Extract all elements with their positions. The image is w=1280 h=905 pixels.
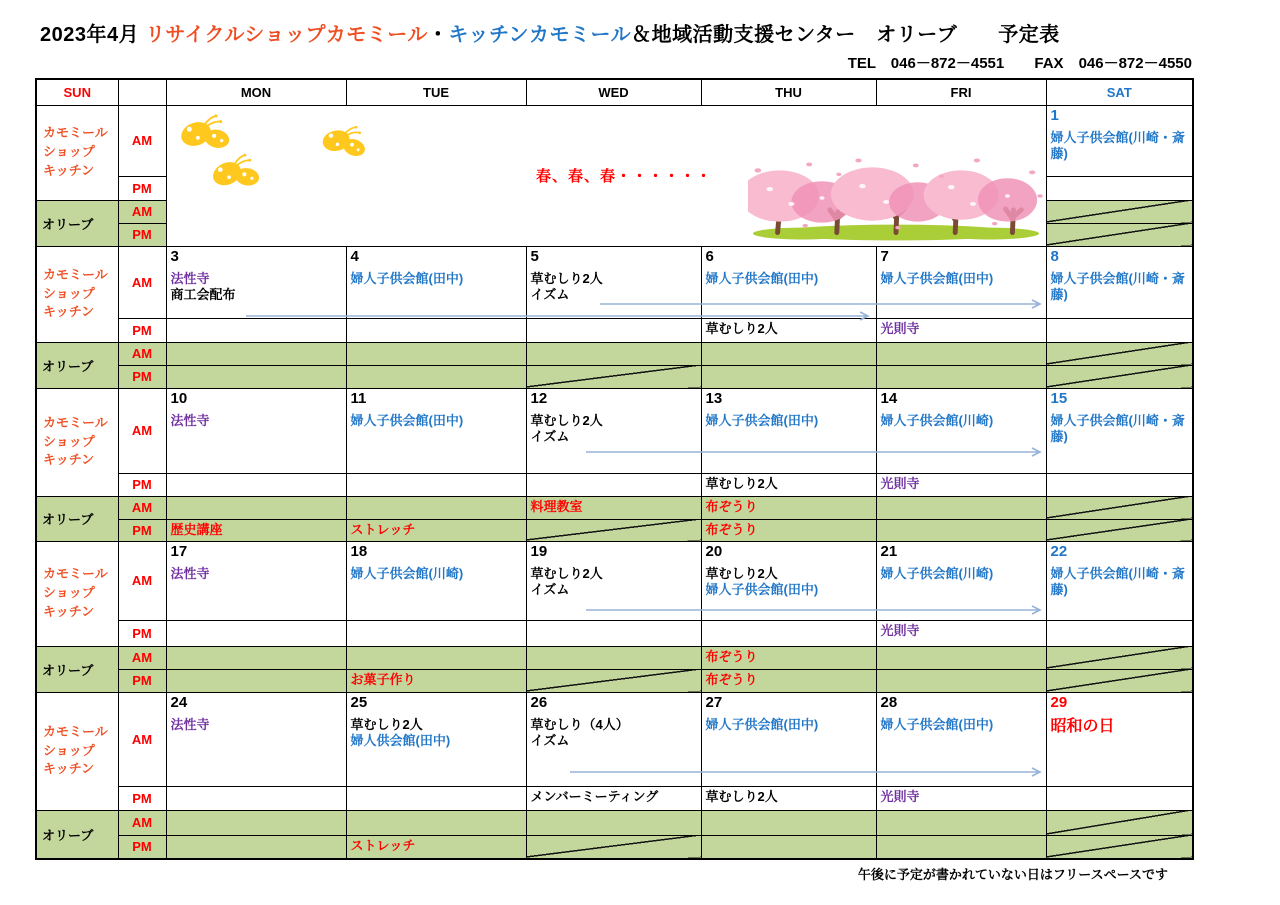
pm-cell — [346, 786, 526, 810]
page-title — [40, 18, 1060, 47]
day-cell — [526, 388, 701, 473]
day-number: 14 — [880, 389, 898, 407]
pm-cell — [526, 473, 701, 496]
olive-pm-cell — [346, 835, 526, 859]
event-label: 婦人子供会館(川崎・斎藤) — [1050, 129, 1185, 161]
event-label: 料理教室 — [530, 498, 583, 514]
pm-label: PM — [118, 620, 166, 646]
day-cell — [166, 692, 346, 786]
event-label: メンバーミーティング — [530, 788, 659, 804]
day-number: 18 — [350, 542, 368, 560]
event-label: 法性寺 — [170, 716, 210, 732]
olive-pm-cell-crossed — [1046, 365, 1193, 388]
olive-am-cell — [526, 496, 701, 519]
spring-greeting-text: 春、春、春・・・・・・ — [536, 168, 713, 185]
event-label: 婦人子供会館(田中) — [880, 716, 994, 732]
calendar — [35, 78, 1194, 860]
event-label: イズム — [530, 733, 570, 748]
am-label: AM — [118, 646, 166, 669]
event-label: 光則寺 — [880, 475, 920, 491]
olive-pm-cell — [346, 669, 526, 692]
pm-cell — [701, 620, 876, 646]
olive-pm-cell-crossed — [526, 519, 701, 541]
olive-pm-cell-crossed — [1046, 519, 1193, 541]
event-label: ストレッチ — [350, 837, 416, 853]
pm-cell — [166, 473, 346, 496]
olive-am-cell — [166, 496, 346, 519]
day-cell — [346, 246, 526, 318]
olive-am-cell — [876, 496, 1046, 519]
row-label-olive: オリーブ — [36, 342, 118, 388]
event-label: 商工会配布 — [170, 287, 236, 302]
pm-cell — [526, 620, 701, 646]
pm-cell — [526, 318, 701, 342]
am-label: AM — [118, 388, 166, 473]
olive-pm-cell — [346, 365, 526, 388]
olive-am-cell — [876, 646, 1046, 669]
day-cell — [1046, 388, 1193, 473]
event-label: 婦人子供会館(川崎) — [880, 412, 994, 428]
title-shop-name: リサイクルショップカモミール — [145, 24, 428, 46]
event-label: 歴史講座 — [170, 521, 223, 537]
row-label-olive: オリーブ — [36, 200, 118, 246]
pm-cell — [346, 318, 526, 342]
day-number: 8 — [1050, 247, 1059, 265]
event-label: 婦人子供会館(田中) — [705, 412, 819, 428]
event-label: 草むしり2人 — [530, 412, 603, 428]
olive-am-cell — [526, 810, 701, 835]
event-label: 光則寺 — [880, 622, 920, 638]
event-label: 婦人子供会館(川崎・斎藤) — [1050, 412, 1185, 444]
olive-am-cell — [346, 646, 526, 669]
olive-pm-cell — [876, 519, 1046, 541]
pm-cell — [876, 473, 1046, 496]
row-label-olive: オリーブ — [36, 646, 118, 692]
day-cell — [346, 692, 526, 786]
event-label: 草むしり2人 — [705, 320, 778, 336]
title-kitchen-name: キッチンカモミール — [448, 24, 632, 46]
day-cell — [876, 692, 1046, 786]
row-label-line: ショップ — [43, 285, 95, 301]
day-cell — [701, 388, 876, 473]
event-label: 婦人子供会館(田中) — [705, 582, 819, 597]
fax-number: FAX 046－872－4550 — [1034, 55, 1192, 72]
am-label: AM — [118, 810, 166, 835]
am-label: AM — [118, 496, 166, 519]
olive-pm-cell-crossed — [526, 669, 701, 692]
event-label: 草むしり2人 — [705, 788, 778, 804]
day-number: 25 — [350, 693, 368, 711]
pm-cell — [1046, 176, 1193, 200]
pm-cell — [346, 473, 526, 496]
day-cell — [346, 541, 526, 620]
olive-am-cell — [701, 810, 876, 835]
weekday-header-fri: FRI — [876, 79, 1046, 105]
pm-cell — [701, 318, 876, 342]
event-label: 布ぞうり — [705, 671, 758, 687]
pm-label: PM — [118, 473, 166, 496]
olive-pm-cell-crossed — [526, 365, 701, 388]
day-cell — [166, 388, 346, 473]
row-label-olive: オリーブ — [36, 810, 118, 859]
day-cell — [701, 692, 876, 786]
pm-label: PM — [118, 223, 166, 246]
pm-cell — [1046, 318, 1193, 342]
tel-number: TEL 046－872－4551 — [847, 55, 1005, 72]
row-label-kamomile — [36, 105, 118, 200]
olive-pm-cell — [876, 365, 1046, 388]
pm-cell — [876, 318, 1046, 342]
olive-pm-cell — [346, 519, 526, 541]
am-label: AM — [118, 692, 166, 786]
am-label: AM — [118, 342, 166, 365]
day-number: 19 — [530, 542, 548, 560]
contact-line — [0, 52, 1192, 73]
am-label: AM — [118, 105, 166, 176]
pm-label: PM — [118, 318, 166, 342]
row-label-line: キッチン — [43, 603, 95, 619]
event-label: 光則寺 — [880, 788, 920, 804]
pm-cell — [166, 786, 346, 810]
event-label: 法性寺 — [170, 270, 210, 286]
olive-pm-cell — [701, 365, 876, 388]
row-label-line: ショップ — [43, 585, 95, 601]
olive-am-cell-crossed — [1046, 810, 1193, 835]
pm-label: PM — [118, 365, 166, 388]
event-label: イズム — [530, 287, 570, 302]
event-label: 布ぞうり — [705, 648, 758, 664]
olive-pm-cell — [701, 835, 876, 859]
pm-cell — [701, 473, 876, 496]
pm-label: PM — [118, 176, 166, 200]
olive-am-cell — [346, 342, 526, 365]
row-label-line: カモミール — [43, 566, 108, 582]
day-number: 4 — [350, 247, 359, 265]
row-label-olive: オリーブ — [36, 496, 118, 541]
olive-am-cell — [876, 810, 1046, 835]
row-label-line: カモミール — [43, 723, 108, 739]
day-number: 29 — [1050, 693, 1068, 711]
row-label-kamomile — [36, 246, 118, 342]
day-cell — [876, 246, 1046, 318]
event-label: 婦人子供会館(川崎) — [350, 565, 464, 581]
day-cell — [166, 246, 346, 318]
row-label-kamomile — [36, 692, 118, 810]
olive-am-cell-crossed — [1046, 200, 1193, 223]
event-label: 婦人子供会館(川崎・斎藤) — [1050, 565, 1185, 597]
day-number: 7 — [880, 247, 889, 265]
row-label-line: カモミール — [43, 125, 108, 141]
row-label-line: カモミール — [43, 414, 108, 430]
pm-cell — [166, 620, 346, 646]
olive-am-cell — [526, 646, 701, 669]
olive-pm-cell — [876, 669, 1046, 692]
weekday-header-mon: MON — [166, 79, 346, 105]
event-label: 昭和の日 — [1050, 717, 1115, 735]
row-label-kamomile — [36, 388, 118, 496]
day-number: 21 — [880, 542, 898, 560]
olive-am-cell-crossed — [1046, 342, 1193, 365]
event-label: イズム — [530, 582, 570, 597]
row-label-line: キッチン — [43, 162, 95, 178]
day-number: 15 — [1050, 389, 1068, 407]
weekday-header-wed: WED — [526, 79, 701, 105]
am-label: AM — [118, 246, 166, 318]
olive-am-cell — [526, 342, 701, 365]
pm-cell — [526, 786, 701, 810]
event-label: 光則寺 — [880, 320, 920, 336]
event-label: 草むしり2人 — [350, 716, 423, 732]
day-number: 27 — [705, 693, 723, 711]
event-label: お菓子作り — [350, 671, 416, 687]
day-number: 3 — [170, 247, 179, 265]
event-label: 草むしり2人 — [705, 475, 778, 491]
event-label: ストレッチ — [350, 521, 416, 537]
pm-label: PM — [118, 519, 166, 541]
olive-am-cell — [166, 342, 346, 365]
event-label: 法性寺 — [170, 412, 210, 428]
olive-pm-cell — [166, 519, 346, 541]
day-number: 5 — [530, 247, 539, 265]
weekday-header-sun: SUN — [36, 79, 118, 105]
am-label: AM — [118, 541, 166, 620]
day-cell — [701, 541, 876, 620]
day-cell — [1046, 541, 1193, 620]
day-number: 12 — [530, 389, 548, 407]
day-cell — [1046, 692, 1193, 786]
row-label-line: ショップ — [43, 742, 95, 758]
olive-am-cell — [166, 810, 346, 835]
event-label: 婦人供会館(田中) — [350, 733, 451, 748]
pm-cell — [1046, 620, 1193, 646]
pm-cell — [346, 620, 526, 646]
olive-am-cell — [166, 646, 346, 669]
event-label: イズム — [530, 429, 570, 444]
row-label-line: ショップ — [43, 433, 95, 449]
event-label: 婦人子供会館(田中) — [350, 412, 464, 428]
day-cell — [876, 541, 1046, 620]
row-label-line: カモミール — [43, 266, 108, 282]
pm-cell — [1046, 473, 1193, 496]
olive-am-cell — [701, 496, 876, 519]
day-number: 6 — [705, 247, 714, 265]
pm-label: PM — [118, 669, 166, 692]
day-cell — [166, 541, 346, 620]
olive-pm-cell-crossed — [1046, 835, 1193, 859]
footnote: 午後に予定が書かれていない日はフリースペースです — [857, 867, 1168, 882]
olive-pm-cell — [166, 835, 346, 859]
day-cell — [1046, 246, 1193, 318]
day-number: 20 — [705, 542, 723, 560]
pm-cell — [701, 786, 876, 810]
olive-pm-cell-crossed — [526, 835, 701, 859]
event-label: 法性寺 — [170, 565, 210, 581]
pm-cell — [1046, 786, 1193, 810]
day-cell — [876, 388, 1046, 473]
olive-am-cell — [876, 342, 1046, 365]
pm-label: PM — [118, 786, 166, 810]
olive-pm-cell-crossed — [1046, 223, 1193, 246]
event-label: 草むしり2人 — [705, 565, 778, 581]
day-number: 17 — [170, 542, 188, 560]
day-number: 11 — [350, 389, 367, 407]
day-cell — [346, 388, 526, 473]
olive-pm-cell-crossed — [1046, 669, 1193, 692]
olive-pm-cell — [876, 835, 1046, 859]
olive-am-cell-crossed — [1046, 646, 1193, 669]
title-month: 2023年4月 — [40, 24, 140, 46]
pm-cell — [876, 786, 1046, 810]
olive-pm-cell — [166, 365, 346, 388]
olive-pm-cell — [701, 519, 876, 541]
calendar-table — [35, 78, 1194, 860]
olive-am-cell — [701, 646, 876, 669]
olive-am-cell-crossed — [1046, 496, 1193, 519]
event-label: 草むしり2人 — [530, 270, 603, 286]
day-number: 28 — [880, 693, 898, 711]
weekday-header-blank — [118, 79, 166, 105]
day-cell — [526, 692, 701, 786]
day-cell — [526, 246, 701, 318]
event-label: 布ぞうり — [705, 521, 758, 537]
olive-am-cell — [346, 496, 526, 519]
day-number: 26 — [530, 693, 548, 711]
event-label: 布ぞうり — [705, 498, 758, 514]
day-cell — [1046, 105, 1193, 176]
title-separator: ・ — [427, 24, 449, 46]
olive-am-cell — [346, 810, 526, 835]
pm-cell — [166, 318, 346, 342]
weekday-header-tue: TUE — [346, 79, 526, 105]
day-number: 13 — [705, 389, 723, 407]
day-number: 1 — [1050, 106, 1059, 124]
weekday-header-sat: SAT — [1046, 79, 1193, 105]
event-label: 婦人子供会館(田中) — [705, 716, 819, 732]
olive-pm-cell — [166, 669, 346, 692]
row-label-kamomile — [36, 541, 118, 646]
weekday-header-thu: THU — [701, 79, 876, 105]
event-label: 婦人子供会館(田中) — [705, 270, 819, 286]
event-label: 草むしり（4人） — [530, 716, 629, 732]
day-cell — [701, 246, 876, 318]
row-label-line: キッチン — [43, 761, 95, 777]
event-label: 婦人子供会館(田中) — [350, 270, 464, 286]
day-number: 24 — [170, 693, 188, 711]
day-cell — [526, 541, 701, 620]
event-label: 婦人子供会館(田中) — [880, 270, 994, 286]
row-label-line: キッチン — [43, 304, 95, 320]
day-number: 10 — [170, 389, 188, 407]
event-label: 草むしり2人 — [530, 565, 603, 581]
title-suffix: ＆地域活動支援センター オリーブ 予定表 — [631, 24, 1060, 46]
pm-cell — [876, 620, 1046, 646]
row-label-line: キッチン — [43, 452, 95, 468]
row-label-line: ショップ — [43, 144, 95, 160]
olive-am-cell — [701, 342, 876, 365]
olive-pm-cell — [701, 669, 876, 692]
event-label: 婦人子供会館(川崎) — [880, 565, 994, 581]
day-number: 22 — [1050, 542, 1068, 560]
am-label: AM — [118, 200, 166, 223]
pm-label: PM — [118, 835, 166, 859]
event-label: 婦人子供会館(川崎・斎藤) — [1050, 270, 1185, 302]
